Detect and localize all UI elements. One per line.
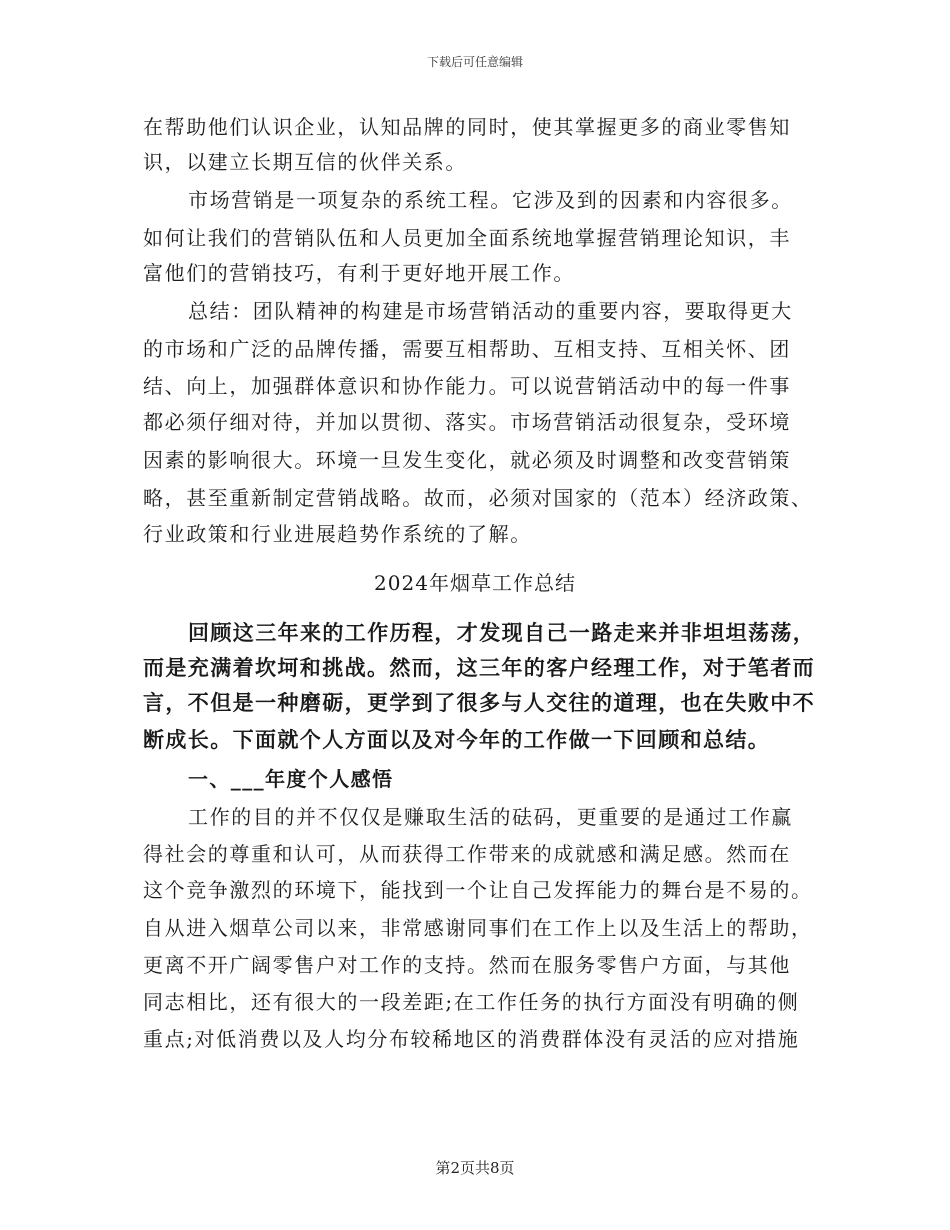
- paragraph-line: 的市场和广泛的品牌传播，需要互相帮助、互相支持、互相关怀、团: [143, 337, 791, 361]
- subsection-heading: 一、___年度个人感悟: [188, 767, 394, 791]
- paragraph-line: 重点;对低消费以及人均分布较稀地区的消费群体没有灵活的应对措施: [143, 1027, 800, 1051]
- page-number: 第2页共8页: [435, 1159, 515, 1177]
- paragraph-line: 结、向上，加强群体意识和协作能力。可以说营销活动中的每一件事: [143, 374, 791, 398]
- paragraph-line: 市场营销是一项复杂的系统工程。它涉及到的因素和内容很多。: [188, 188, 793, 212]
- paragraph-line: 在帮助他们认识企业，认知品牌的同时，使其掌握更多的商业零售知: [143, 115, 791, 139]
- paragraph-line: 略，甚至重新制定营销战略。故而，必须对国家的（范本）经济政策、: [143, 486, 813, 510]
- bold-paragraph-line: 断成长。下面就个人方面以及对今年的工作做一下回顾和总结。: [143, 727, 771, 752]
- paragraph-line: 同志相比，还有很大的一段差距;在工作任务的执行方面没有明确的侧: [143, 990, 800, 1014]
- paragraph-line: 工作的目的并不仅仅是赚取生活的砝码，更重要的是通过工作赢: [188, 805, 793, 829]
- paragraph-line: 都必须仔细对待，并加以贯彻、落实。市场营销活动很复杂，受环境: [143, 410, 791, 434]
- paragraph-line: 得社会的尊重和认可，从而获得工作带来的成就感和满足感。然而在: [143, 842, 791, 866]
- bold-paragraph-line: 言，不但是一种磨砺，更学到了很多与人交往的道理，也在失败中不: [143, 690, 815, 715]
- bold-paragraph-line: 而是充满着坎坷和挑战。然而，这三年的客户经理工作，对于笔者而: [143, 655, 815, 680]
- paragraph-line: 识，以建立长期互信的伙伴关系。: [143, 150, 467, 174]
- paragraph-line: 自从进入烟草公司以来，非常感谢同事们在工作上以及生活上的帮助，: [143, 916, 813, 940]
- header-note: 下载后可任意编辑: [426, 55, 523, 69]
- paragraph-line: 富他们的营销技巧，有利于更好地开展工作。: [143, 261, 575, 285]
- section-title: 2024年烟草工作总结: [374, 571, 576, 595]
- paragraph-line: 如何让我们的营销队伍和人员更加全面系统地掌握营销理论知识，丰: [143, 226, 791, 250]
- paragraph-line: 总结：团队精神的构建是市场营销活动的重要内容，要取得更大: [188, 299, 793, 323]
- paragraph-line: 这个竞争激烈的环境下，能找到一个让自己发挥能力的舞台是不易的。: [143, 878, 813, 902]
- paragraph-line: 行业政策和行业进展趋势作系统的了解。: [143, 522, 532, 546]
- paragraph-line: 更离不开广阔零售户对工作的支持。然而在服务零售户方面，与其他: [143, 953, 791, 977]
- paragraph-line: 因素的影响很大。环境一旦发生变化，就必须及时调整和改变营销策: [143, 448, 791, 472]
- bold-paragraph-line: 回顾这三年来的工作历程，才发现自己一路走来并非坦坦荡荡，: [188, 620, 816, 645]
